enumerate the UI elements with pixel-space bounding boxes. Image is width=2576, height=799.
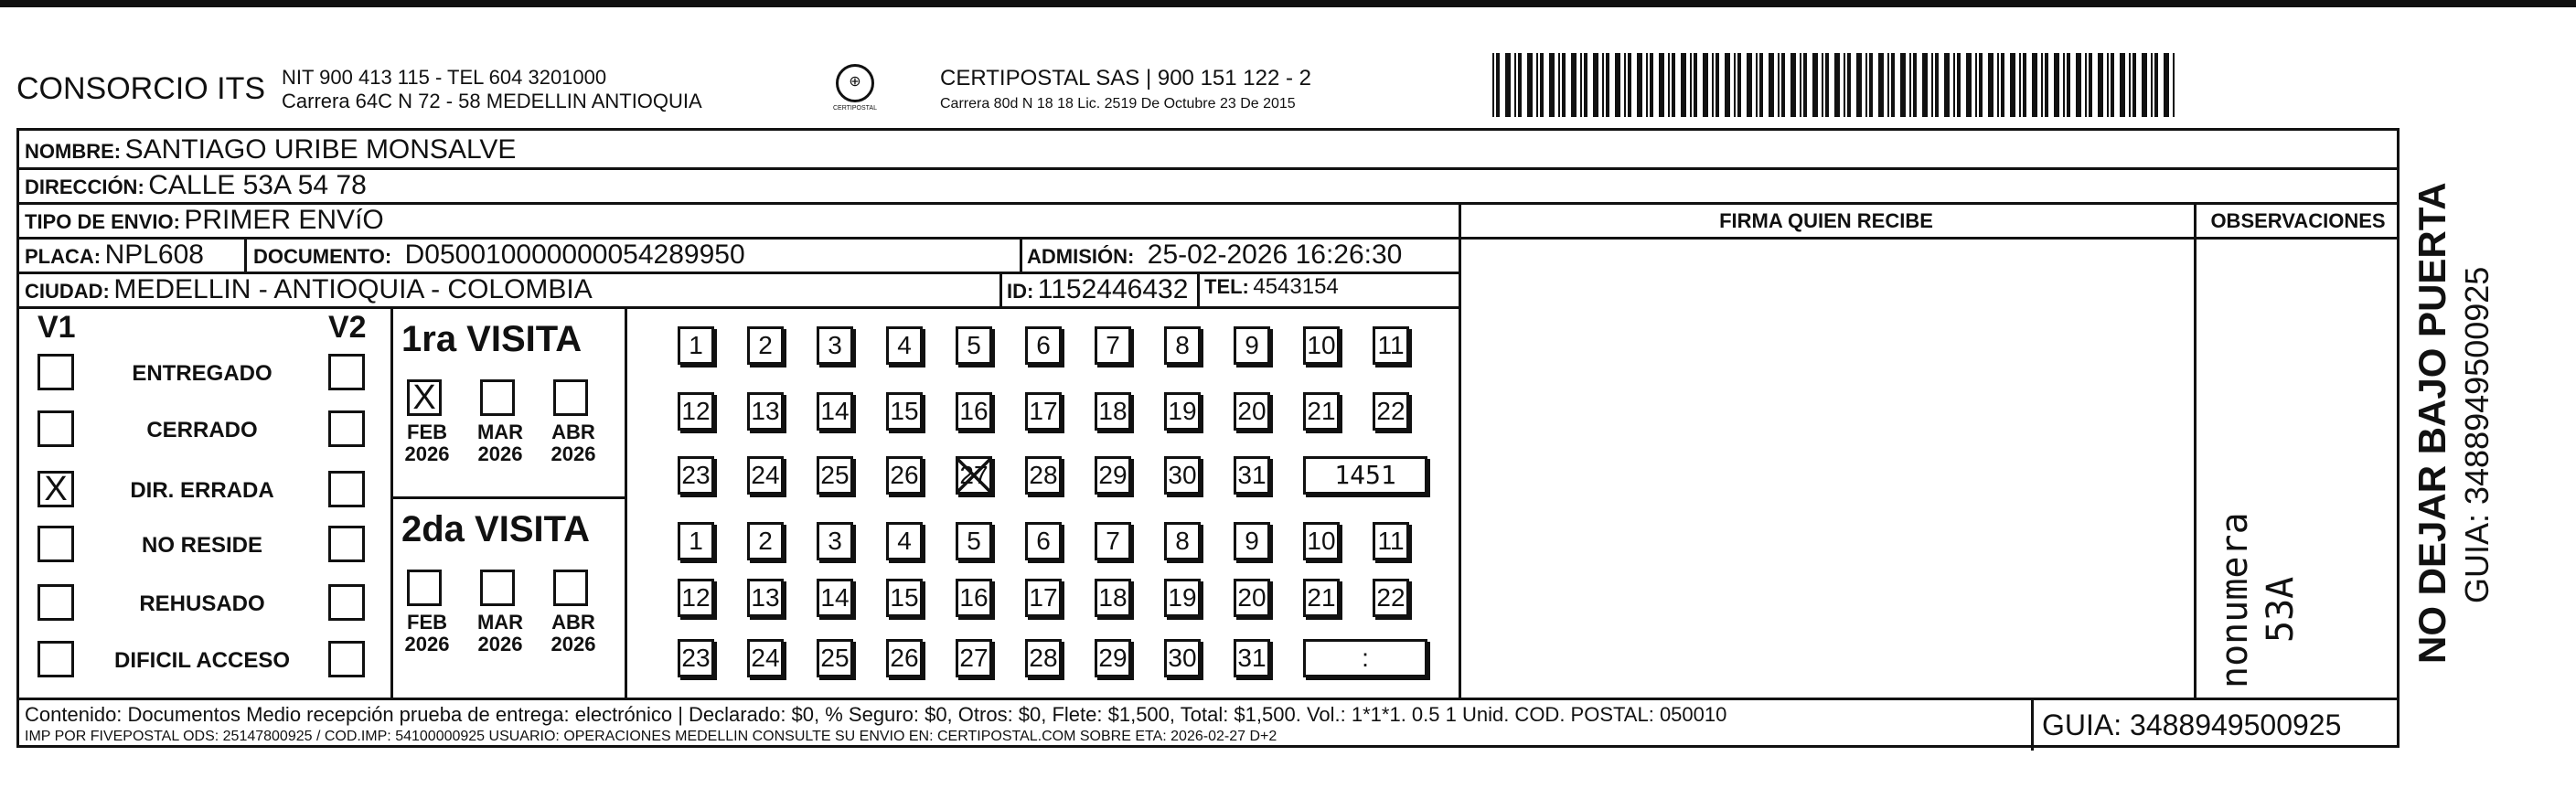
day-box[interactable]: 17 (1025, 579, 1062, 617)
day-box[interactable]: 25 (817, 639, 853, 677)
day-box[interactable]: 14 (817, 579, 853, 617)
ciudad-label: CIUDAD: (25, 280, 110, 303)
col-divider (244, 237, 247, 272)
observaciones-label: OBSERVACIONES (2210, 209, 2386, 232)
day-box[interactable]: 19 (1164, 579, 1201, 617)
certipostal-line2: Carrera 80d N 18 18 Lic. 2519 De Octubre 23 De 2015 (940, 96, 1296, 112)
month-label: FEB 2026 (404, 421, 450, 465)
day-box[interactable]: 26 (886, 456, 923, 495)
id-label: ID: (1007, 280, 1034, 303)
day-box[interactable]: 20 (1234, 392, 1270, 431)
day-box[interactable]: 25 (817, 456, 853, 495)
id-value: 1152446432 (1037, 274, 1189, 304)
v1-label: V1 (37, 310, 76, 345)
day-box[interactable]: 12 (678, 579, 714, 617)
day-box[interactable]: 16 (956, 392, 992, 431)
documento-value: D050010000000054289950 (404, 240, 745, 270)
status-label: ENTREGADO (132, 361, 273, 386)
observation-handwriting-1: nonumera (2214, 512, 2256, 688)
placa-cell (25, 240, 204, 271)
day-box[interactable]: 16 (956, 579, 992, 617)
nombre-label: NOMBRE: (25, 140, 122, 163)
nit-line: NIT 900 413 115 - TEL 604 3201000 (282, 66, 607, 89)
day-box[interactable]: 13 (747, 579, 784, 617)
v1-checkbox[interactable] (37, 354, 74, 390)
col-divider (1197, 272, 1200, 306)
side-guia: GUIA: 3488949500925 (2458, 266, 2496, 603)
day-box[interactable]: 17 (1025, 392, 1062, 431)
col-divider (1020, 237, 1022, 272)
day-box[interactable]: 5 (956, 522, 992, 560)
day-box[interactable]: 6 (1025, 522, 1062, 560)
address-line: Carrera 64C N 72 - 58 MEDELLIN ANTIOQUIA (282, 90, 702, 112)
col-divider (625, 306, 627, 698)
admision-cell (1027, 240, 1402, 271)
day-box[interactable]: 26 (886, 639, 923, 677)
v1-checkbox[interactable]: X (37, 471, 74, 507)
id-cell (1007, 274, 1188, 305)
day-box[interactable]: 31 (1234, 639, 1270, 677)
observation-handwriting-2: 53A (2260, 576, 2302, 643)
company-name: CONSORCIO ITS (16, 71, 266, 106)
day-box[interactable]: 3 (817, 522, 853, 560)
no-dejar-bajo-puerta: NO DEJAR BAJO PUERTA (2410, 182, 2453, 664)
day-box[interactable]: 10 (1303, 326, 1340, 365)
time-box[interactable]: 1451 (1303, 456, 1427, 495)
col-divider (390, 306, 393, 698)
v1-checkbox[interactable] (37, 641, 74, 677)
row-divider (19, 167, 2397, 170)
month-checkbox[interactable] (407, 570, 442, 606)
day-box[interactable]: 11 (1373, 326, 1409, 365)
day-box[interactable]: 27 (956, 639, 992, 677)
day-box[interactable]: 7 (1095, 522, 1131, 560)
certipostal-logo (823, 64, 887, 110)
tipo-label: TIPO DE ENVIO: (25, 210, 180, 233)
col-divider (999, 272, 1002, 306)
imp-text: IMP POR FIVEPOSTAL ODS: 25147800925 / COD.IMP: 54100000925 USUARIO: OPERACIONES MEDELLIN CONSULTE SU ENVIO EN: CERTIPOSTAL.COM SOBRE ETA: 2026-02-27 D+2 (25, 729, 1277, 744)
day-box[interactable]: 8 (1164, 326, 1201, 365)
day-box[interactable]: 24 (747, 456, 784, 495)
day-box[interactable]: 9 (1234, 326, 1270, 365)
col-divider (2031, 698, 2034, 751)
firma-label: FIRMA QUIEN RECIBE (1719, 209, 1933, 232)
tel-value: 4543154 (1253, 274, 1339, 299)
month-label: MAR 2026 (476, 421, 524, 465)
day-box[interactable]: 21 (1303, 392, 1340, 431)
ciudad-cell (25, 274, 593, 305)
col-divider (2194, 202, 2197, 698)
day-box[interactable]: 4 (886, 326, 923, 365)
day-box[interactable]: 30 (1164, 639, 1201, 677)
day-box[interactable]: 2 (747, 326, 784, 365)
day-box[interactable]: 15 (886, 579, 923, 617)
status-label: DIFICIL ACCESO (113, 648, 290, 673)
day-box[interactable]: 14 (817, 392, 853, 431)
delivery-form (16, 128, 2400, 748)
v2-checkbox[interactable] (328, 410, 365, 447)
col-divider (1459, 202, 1461, 698)
placa-value: NPL608 (104, 240, 204, 270)
day-box[interactable]: 9 (1234, 522, 1270, 560)
day-box[interactable]: 29 (1095, 639, 1131, 677)
status-label: CERRADO (146, 418, 258, 442)
ciudad-value: MEDELLIN - ANTIOQUIA - COLOMBIA (113, 274, 593, 304)
tel-label: TEL: (1204, 275, 1249, 298)
month-label: ABR 2026 (550, 611, 596, 655)
month-checkbox[interactable] (553, 570, 588, 606)
direccion-label: DIRECCIÓN: (25, 176, 144, 198)
month-checkbox[interactable] (480, 379, 515, 416)
logo-circle-icon: ⊕ (836, 64, 874, 102)
day-box[interactable]: 6 (1025, 326, 1062, 365)
day-box[interactable]: 29 (1095, 456, 1131, 495)
footer-guia: GUIA: 3488949500925 (2042, 708, 2342, 741)
tel-cell (1204, 274, 1339, 300)
day-box[interactable]: 2 (747, 522, 784, 560)
day-box[interactable]: 22 (1373, 579, 1409, 617)
day-box[interactable]: 18 (1095, 392, 1131, 431)
day-box[interactable]: 24 (747, 639, 784, 677)
day-box[interactable]: 31 (1234, 456, 1270, 495)
month-label: ABR 2026 (550, 421, 596, 465)
month-checkbox[interactable] (553, 379, 588, 416)
v2-checkbox[interactable] (328, 354, 365, 390)
day-box[interactable]: 18 (1095, 579, 1131, 617)
month-label: MAR 2026 (476, 611, 524, 655)
certipostal-line1: CERTIPOSTAL SAS | 900 151 122 - 2 (940, 66, 1311, 91)
day-box[interactable]: 8 (1164, 522, 1201, 560)
month-checkbox[interactable] (480, 570, 515, 606)
day-box[interactable]: 1 (678, 522, 714, 560)
day-box[interactable]: 3 (817, 326, 853, 365)
day-box[interactable]: 1 (678, 326, 714, 365)
v2-checkbox[interactable] (328, 526, 365, 562)
logo-text: CERTIPOSTAL (833, 105, 877, 112)
day-box[interactable]: 23 (678, 456, 714, 495)
documento-cell (253, 240, 745, 271)
day-box[interactable]: 21 (1303, 579, 1340, 617)
day-box[interactable]: 12 (678, 392, 714, 431)
day-box[interactable]: 28 (1025, 639, 1062, 677)
placa-label: PLACA: (25, 245, 102, 268)
barcode-icon (1492, 53, 2178, 117)
tipo-value: PRIMER ENVíO (184, 205, 384, 235)
month-checkbox[interactable]: X (407, 379, 442, 416)
v2-checkbox[interactable] (328, 584, 365, 621)
v2-checkbox[interactable] (328, 471, 365, 507)
day-box[interactable]: 13 (747, 392, 784, 431)
visit-divider (390, 496, 625, 499)
v1-checkbox[interactable] (37, 584, 74, 621)
direccion-row (25, 170, 367, 201)
month-label: FEB 2026 (404, 611, 450, 655)
documento-label: DOCUMENTO: (253, 245, 392, 268)
company-info (282, 66, 702, 113)
status-label: NO RESIDE (141, 533, 263, 558)
day-box[interactable]: 22 (1373, 392, 1409, 431)
row-divider (19, 306, 1459, 309)
v1-checkbox[interactable] (37, 410, 74, 447)
day-box[interactable]: 19 (1164, 392, 1201, 431)
day-box[interactable]: 20 (1234, 579, 1270, 617)
time-box[interactable]: : (1303, 639, 1427, 677)
day-box[interactable]: 23 (678, 639, 714, 677)
top-border-line (0, 0, 2576, 7)
v2-label: V2 (328, 310, 367, 345)
status-label: DIR. ERRADA (130, 478, 274, 503)
footer-divider (19, 698, 2397, 700)
certipostal-info (940, 66, 1311, 117)
direccion-value: CALLE 53A 54 78 (148, 170, 367, 200)
admision-label: ADMISIÓN: (1027, 245, 1135, 268)
v1-checkbox[interactable] (37, 526, 74, 562)
day-box[interactable]: 27 (956, 456, 992, 495)
first-visit-title: 1ra VISITA (401, 319, 583, 359)
day-box[interactable]: 11 (1373, 522, 1409, 560)
v2-checkbox[interactable] (328, 641, 365, 677)
nombre-row (25, 134, 516, 165)
day-box[interactable]: 28 (1025, 456, 1062, 495)
tipo-row (25, 205, 384, 236)
day-box[interactable]: 7 (1095, 326, 1131, 365)
day-box[interactable]: 10 (1303, 522, 1340, 560)
contenido-text: Contenido: Documentos Medio recepción prueba de entrega: electrónico | Declarado: $0, % Seguro: $0, Otros: $0, Flete: $1,500, Total: $1,500. Vol.: 1*1*1. 0.5 1 Unid. COD. POSTAL: 050010 (25, 703, 1727, 726)
nombre-value: SANTIAGO URIBE MONSALVE (124, 134, 517, 165)
day-box[interactable]: 30 (1164, 456, 1201, 495)
day-box[interactable]: 15 (886, 392, 923, 431)
second-visit-title: 2da VISITA (401, 509, 590, 549)
admision-value: 25-02-2026 16:26:30 (1147, 240, 1403, 270)
status-label: REHUSADO (139, 591, 265, 616)
day-box[interactable]: 4 (886, 522, 923, 560)
day-box[interactable]: 5 (956, 326, 992, 365)
